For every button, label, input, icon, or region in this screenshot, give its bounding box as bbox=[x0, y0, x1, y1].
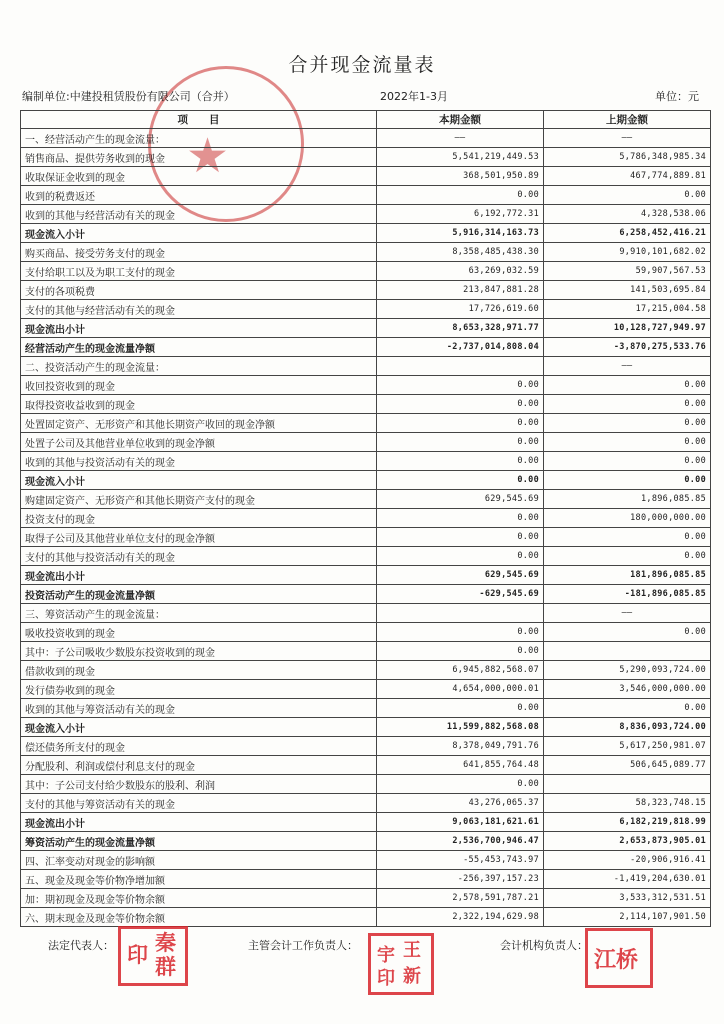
current-amount: 0.00 bbox=[377, 452, 544, 471]
prior-amount: 5,617,250,981.07 bbox=[544, 737, 711, 756]
current-amount: 5,541,219,449.53 bbox=[377, 148, 544, 167]
prior-amount: 0.00 bbox=[544, 471, 711, 490]
table-row bbox=[21, 509, 711, 528]
prior-amount: 0.00 bbox=[544, 547, 711, 566]
row-label: 发行债券收到的现金 bbox=[21, 680, 377, 699]
current-amount: 8,378,049,791.76 bbox=[377, 737, 544, 756]
row-label: 收回投资收到的现金 bbox=[21, 376, 377, 395]
current-amount: 17,726,619.60 bbox=[377, 300, 544, 319]
page-title: 合并现金流量表 bbox=[288, 54, 436, 76]
row-label: 购建固定资产、无形资产和其他长期资产支付的现金 bbox=[21, 490, 377, 509]
table-row bbox=[21, 832, 711, 851]
row-label: 投资支付的现金 bbox=[21, 509, 377, 528]
row-label: 经营活动产生的现金流量净额 bbox=[21, 338, 377, 357]
current-amount: 368,501,950.89 bbox=[377, 167, 544, 186]
row-label: 支付的各项税费 bbox=[21, 281, 377, 300]
prior-amount: 58,323,748.15 bbox=[544, 794, 711, 813]
seal-text: 江桥 bbox=[594, 947, 639, 973]
row-label: 四、汇率变动对现金的影响额 bbox=[21, 851, 377, 870]
current-amount: 2,322,194,629.98 bbox=[377, 908, 544, 927]
seal-char: 宇 bbox=[377, 945, 395, 966]
column-header-prior: 上期金额 bbox=[544, 111, 711, 129]
row-label: 支付的其他与筹资活动有关的现金 bbox=[21, 794, 377, 813]
prior-amount: 6,258,452,416.21 bbox=[544, 224, 711, 243]
table-row bbox=[21, 604, 711, 623]
row-label: 销售商品、提供劳务收到的现金 bbox=[21, 148, 377, 167]
prior-amount: 181,896,085.85 bbox=[544, 566, 711, 585]
seal-char: 群 bbox=[155, 954, 176, 979]
row-label: 现金流出小计 bbox=[21, 813, 377, 832]
table-row bbox=[21, 737, 711, 756]
prior-amount: 0.00 bbox=[544, 395, 711, 414]
table-row bbox=[21, 224, 711, 243]
legal-rep-seal bbox=[118, 926, 188, 986]
table-row bbox=[21, 433, 711, 452]
table-row bbox=[21, 585, 711, 604]
accounting-dept-label: 会计机构负责人： bbox=[500, 939, 588, 952]
table-row bbox=[21, 129, 711, 148]
table-row bbox=[21, 319, 711, 338]
prior-amount: —— bbox=[544, 129, 711, 148]
reporting-period: 2022年1-3月 bbox=[380, 90, 448, 103]
prior-amount: 0.00 bbox=[544, 414, 711, 433]
current-amount: 9,063,181,621.61 bbox=[377, 813, 544, 832]
table-row bbox=[21, 205, 711, 224]
prior-amount: —— bbox=[544, 604, 711, 623]
current-amount: 8,653,328,971.77 bbox=[377, 319, 544, 338]
row-label: 现金流入小计 bbox=[21, 718, 377, 737]
current-amount: 0.00 bbox=[377, 547, 544, 566]
row-label: 取得投资收益收到的现金 bbox=[21, 395, 377, 414]
current-amount: 629,545.69 bbox=[377, 490, 544, 509]
current-amount: 8,358,485,438.30 bbox=[377, 243, 544, 262]
table-row bbox=[21, 851, 711, 870]
prior-amount: 0.00 bbox=[544, 186, 711, 205]
row-label: 支付的其他与投资活动有关的现金 bbox=[21, 547, 377, 566]
current-amount: 0.00 bbox=[377, 433, 544, 452]
current-amount: 43,276,065.37 bbox=[377, 794, 544, 813]
table-row bbox=[21, 642, 711, 661]
row-label: 现金流入小计 bbox=[21, 224, 377, 243]
row-label: 现金流入小计 bbox=[21, 471, 377, 490]
row-label: 其中：子公司支付给少数股东的股利、利润 bbox=[21, 775, 377, 794]
row-label: 五、现金及现金等价物净增加额 bbox=[21, 870, 377, 889]
row-label: 加：期初现金及现金等价物余额 bbox=[21, 889, 377, 908]
table-row bbox=[21, 794, 711, 813]
current-amount: 0.00 bbox=[377, 775, 544, 794]
table-row bbox=[21, 167, 711, 186]
column-header-current: 本期金额 bbox=[377, 111, 544, 129]
row-label: 收取保证金收到的现金 bbox=[21, 167, 377, 186]
legal-representative-label: 法定代表人： bbox=[48, 939, 114, 952]
prior-amount: 10,128,727,949.97 bbox=[544, 319, 711, 338]
current-amount: 2,536,700,946.47 bbox=[377, 832, 544, 851]
row-label: 处置固定资产、无形资产和其他长期资产收回的现金净额 bbox=[21, 414, 377, 433]
table-row bbox=[21, 300, 711, 319]
current-amount: 5,916,314,163.73 bbox=[377, 224, 544, 243]
prior-amount: 0.00 bbox=[544, 376, 711, 395]
accounting-head-label: 主管会计工作负责人： bbox=[248, 939, 358, 952]
row-label: 分配股利、利润或偿付利息支付的现金 bbox=[21, 756, 377, 775]
current-amount: 0.00 bbox=[377, 186, 544, 205]
row-label: 偿还债务所支付的现金 bbox=[21, 737, 377, 756]
prior-amount: 8,836,093,724.00 bbox=[544, 718, 711, 737]
current-amount: -256,397,157.23 bbox=[377, 870, 544, 889]
table-row bbox=[21, 528, 711, 547]
prior-amount: 6,182,219,818.99 bbox=[544, 813, 711, 832]
row-label: 购买商品、接受劳务支付的现金 bbox=[21, 243, 377, 262]
current-amount: -55,453,743.97 bbox=[377, 851, 544, 870]
table-row bbox=[21, 775, 711, 794]
prior-amount: 0.00 bbox=[544, 528, 711, 547]
row-label: 收到的其他与经营活动有关的现金 bbox=[21, 205, 377, 224]
row-label: 现金流出小计 bbox=[21, 319, 377, 338]
prior-amount: 2,653,873,905.01 bbox=[544, 832, 711, 851]
table-row bbox=[21, 376, 711, 395]
prior-amount: 9,910,101,682.02 bbox=[544, 243, 711, 262]
current-amount: 6,192,772.31 bbox=[377, 205, 544, 224]
current-amount bbox=[377, 357, 544, 376]
reporting-entity: 编制单位:中建投租赁股份有限公司（合并） bbox=[22, 90, 235, 103]
table-row bbox=[21, 395, 711, 414]
accounting-dept-seal bbox=[585, 928, 653, 988]
prior-amount: -1,419,204,630.01 bbox=[544, 870, 711, 889]
table-header-row bbox=[21, 111, 711, 129]
table-row bbox=[21, 623, 711, 642]
table-row bbox=[21, 547, 711, 566]
table-row bbox=[21, 471, 711, 490]
current-amount: 0.00 bbox=[377, 509, 544, 528]
row-label: 投资活动产生的现金流量净额 bbox=[21, 585, 377, 604]
current-amount bbox=[377, 604, 544, 623]
current-amount: 0.00 bbox=[377, 395, 544, 414]
cash-flow-table bbox=[20, 110, 711, 927]
row-label: 筹资活动产生的现金流量净额 bbox=[21, 832, 377, 851]
accounting-head-seal bbox=[368, 933, 434, 995]
current-amount: -2,737,014,808.04 bbox=[377, 338, 544, 357]
row-label: 三、筹资活动产生的现金流量： bbox=[21, 604, 377, 623]
row-label: 支付给职工以及为职工支付的现金 bbox=[21, 262, 377, 281]
current-amount: 0.00 bbox=[377, 642, 544, 661]
table-row bbox=[21, 148, 711, 167]
current-amount: -629,545.69 bbox=[377, 585, 544, 604]
table-row bbox=[21, 699, 711, 718]
table-row bbox=[21, 566, 711, 585]
current-amount: —— bbox=[377, 129, 544, 148]
prior-amount: 59,907,567.53 bbox=[544, 262, 711, 281]
current-amount: 0.00 bbox=[377, 623, 544, 642]
prior-amount: 1,896,085.85 bbox=[544, 490, 711, 509]
table-row bbox=[21, 281, 711, 300]
table-row bbox=[21, 718, 711, 737]
current-amount: 11,599,882,568.08 bbox=[377, 718, 544, 737]
prior-amount: 4,328,538.06 bbox=[544, 205, 711, 224]
row-label: 处置子公司及其他营业单位收到的现金净额 bbox=[21, 433, 377, 452]
prior-amount: -3,870,275,533.76 bbox=[544, 338, 711, 357]
table-row bbox=[21, 813, 711, 832]
table-row bbox=[21, 243, 711, 262]
prior-amount: 506,645,089.77 bbox=[544, 756, 711, 775]
table-row bbox=[21, 908, 711, 927]
row-label: 收到的其他与投资活动有关的现金 bbox=[21, 452, 377, 471]
seal-star-icon: ★ bbox=[186, 128, 230, 184]
current-amount: 0.00 bbox=[377, 528, 544, 547]
current-amount: 0.00 bbox=[377, 376, 544, 395]
table-row bbox=[21, 338, 711, 357]
prior-amount: 3,533,312,531.51 bbox=[544, 889, 711, 908]
prior-amount bbox=[544, 775, 711, 794]
table-row bbox=[21, 661, 711, 680]
row-label: 收到的税费返还 bbox=[21, 186, 377, 205]
current-amount: 0.00 bbox=[377, 471, 544, 490]
current-amount: 2,578,591,787.21 bbox=[377, 889, 544, 908]
prior-amount: 467,774,889.81 bbox=[544, 167, 711, 186]
prior-amount: 141,503,695.84 bbox=[544, 281, 711, 300]
prior-amount: 0.00 bbox=[544, 623, 711, 642]
current-amount: 213,847,881.28 bbox=[377, 281, 544, 300]
prior-amount: 180,000,000.00 bbox=[544, 509, 711, 528]
row-label: 二、投资活动产生的现金流量： bbox=[21, 357, 377, 376]
seal-char: 新 bbox=[403, 966, 421, 987]
row-label: 支付的其他与经营活动有关的现金 bbox=[21, 300, 377, 319]
prior-amount: 5,786,348,985.34 bbox=[544, 148, 711, 167]
current-amount: 0.00 bbox=[377, 414, 544, 433]
seal-char: 印 bbox=[377, 968, 395, 989]
row-label: 借款收到的现金 bbox=[21, 661, 377, 680]
prior-amount: —— bbox=[544, 357, 711, 376]
table-row bbox=[21, 452, 711, 471]
table-row bbox=[21, 262, 711, 281]
row-label: 现金流出小计 bbox=[21, 566, 377, 585]
table-row bbox=[21, 357, 711, 376]
seal-char: 印 bbox=[127, 942, 148, 967]
prior-amount: 17,215,004.58 bbox=[544, 300, 711, 319]
prior-amount: 2,114,107,901.50 bbox=[544, 908, 711, 927]
table-row bbox=[21, 756, 711, 775]
row-label: 取得子公司及其他营业单位支付的现金净额 bbox=[21, 528, 377, 547]
table-row bbox=[21, 414, 711, 433]
current-amount: 63,269,032.59 bbox=[377, 262, 544, 281]
prior-amount bbox=[544, 642, 711, 661]
current-amount: 6,945,882,568.07 bbox=[377, 661, 544, 680]
table-row bbox=[21, 186, 711, 205]
row-label: 其中：子公司吸收少数股东投资收到的现金 bbox=[21, 642, 377, 661]
row-label: 吸收投资收到的现金 bbox=[21, 623, 377, 642]
current-amount: 641,855,764.48 bbox=[377, 756, 544, 775]
table-row bbox=[21, 870, 711, 889]
table-row bbox=[21, 490, 711, 509]
table-row bbox=[21, 680, 711, 699]
table-row bbox=[21, 889, 711, 908]
prior-amount: 3,546,000,000.00 bbox=[544, 680, 711, 699]
current-amount: 0.00 bbox=[377, 699, 544, 718]
currency-unit: 单位：元 bbox=[655, 90, 699, 103]
prior-amount: -20,906,916.41 bbox=[544, 851, 711, 870]
row-label: 一、经营活动产生的现金流量： bbox=[21, 129, 377, 148]
prior-amount: 0.00 bbox=[544, 699, 711, 718]
prior-amount: 5,290,093,724.00 bbox=[544, 661, 711, 680]
row-label: 收到的其他与筹资活动有关的现金 bbox=[21, 699, 377, 718]
current-amount: 4,654,000,000.01 bbox=[377, 680, 544, 699]
prior-amount: 0.00 bbox=[544, 433, 711, 452]
seal-char: 王 bbox=[403, 940, 421, 961]
seal-char: 秦 bbox=[155, 930, 176, 955]
prior-amount: -181,896,085.85 bbox=[544, 585, 711, 604]
prior-amount: 0.00 bbox=[544, 452, 711, 471]
current-amount: 629,545.69 bbox=[377, 566, 544, 585]
column-header-item: 项 目 bbox=[21, 111, 377, 129]
row-label: 六、期末现金及现金等价物余额 bbox=[21, 908, 377, 927]
